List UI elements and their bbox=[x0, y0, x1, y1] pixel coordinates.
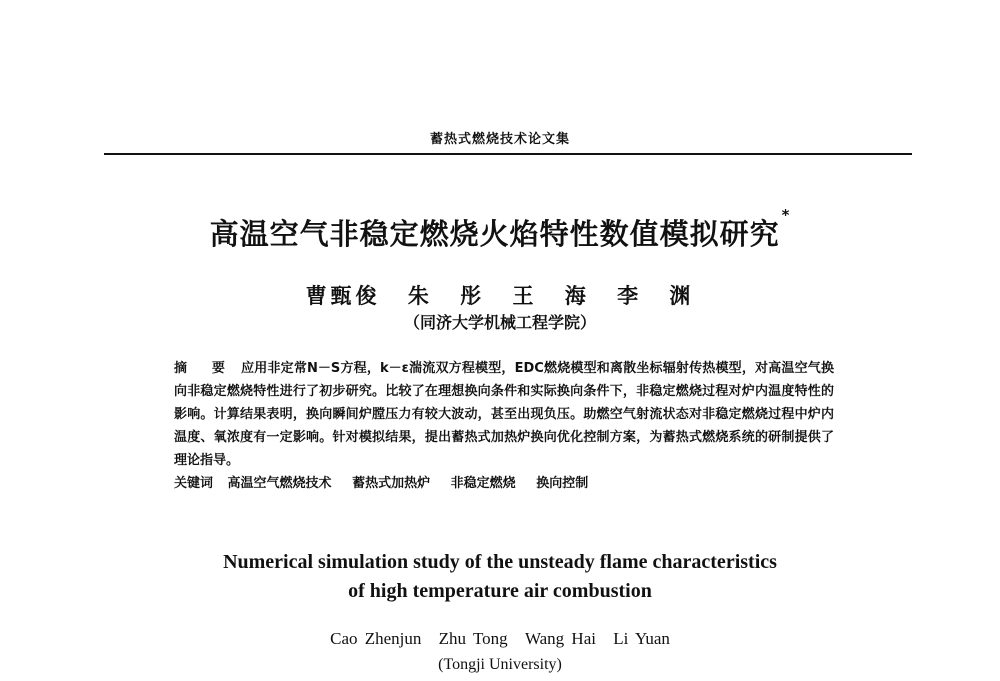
keyword: 蓄热式加热炉 bbox=[352, 476, 431, 491]
author-en: Wang Hai bbox=[524, 629, 596, 648]
affiliation-cn: （同济大学机械工程学院） bbox=[403, 313, 596, 332]
abstract-label: 摘 要 bbox=[174, 361, 236, 376]
author-cn: 王 海 bbox=[512, 283, 590, 308]
author-cn: 曹甄俊 bbox=[305, 283, 381, 308]
author-cn: 朱 彤 bbox=[407, 283, 486, 308]
abstract-text: 应用非定常N－S方程，k－ε湍流双方程模型，EDC燃烧模型和离散坐标辐射传热模型，对高温空气换向非稳定燃烧特性进行了初步研究。比较了在理想换向条件和实际换向条件下，非稳定燃烧过程对炉内温度特性的影响。计算结果表明，换向瞬间炉膛压力有较大波动，甚至出现负压。助燃空气射流状态对非稳定燃烧过程中炉内温度、氧浓度有一定影响。针对模拟结果，提出蓄热式加热炉换向优化控制方案，为蓄热式燃烧系统的研制提供了理论指导。 bbox=[174, 361, 834, 468]
abstract-paragraph bbox=[174, 357, 834, 472]
keyword: 换向控制 bbox=[536, 476, 589, 491]
affiliation-en: (Tongji University) bbox=[438, 656, 562, 673]
paper-title-cn-text: 高温空气非稳定燃烧火焰特性数值模拟研究 bbox=[209, 217, 780, 251]
author-en: Cao Zhenjun bbox=[330, 629, 422, 648]
keywords bbox=[174, 472, 834, 495]
paper-title-cn bbox=[0, 206, 1000, 253]
author-en: Zhu Tong bbox=[438, 629, 508, 648]
paper-title-en-line2: of high temperature air combustion bbox=[348, 580, 652, 602]
paper-title-en bbox=[0, 548, 1000, 606]
authors-cn bbox=[0, 280, 1000, 310]
authors-en bbox=[0, 629, 1000, 649]
title-footnote-mark: * bbox=[781, 206, 791, 224]
running-header: 蓄热式燃烧技术论文集 bbox=[429, 132, 570, 147]
keyword: 高温空气燃烧技术 bbox=[227, 476, 332, 491]
author-cn: 李 渊 bbox=[617, 283, 695, 308]
abstract bbox=[174, 357, 834, 495]
author-en: Li Yuan bbox=[613, 629, 670, 648]
keyword: 非稳定燃烧 bbox=[450, 476, 516, 491]
header-rule bbox=[104, 153, 912, 155]
paper-title-en-line1: Numerical simulation study of the unsteady flame characteristics bbox=[223, 551, 777, 573]
keywords-label: 关键词 bbox=[174, 476, 214, 491]
